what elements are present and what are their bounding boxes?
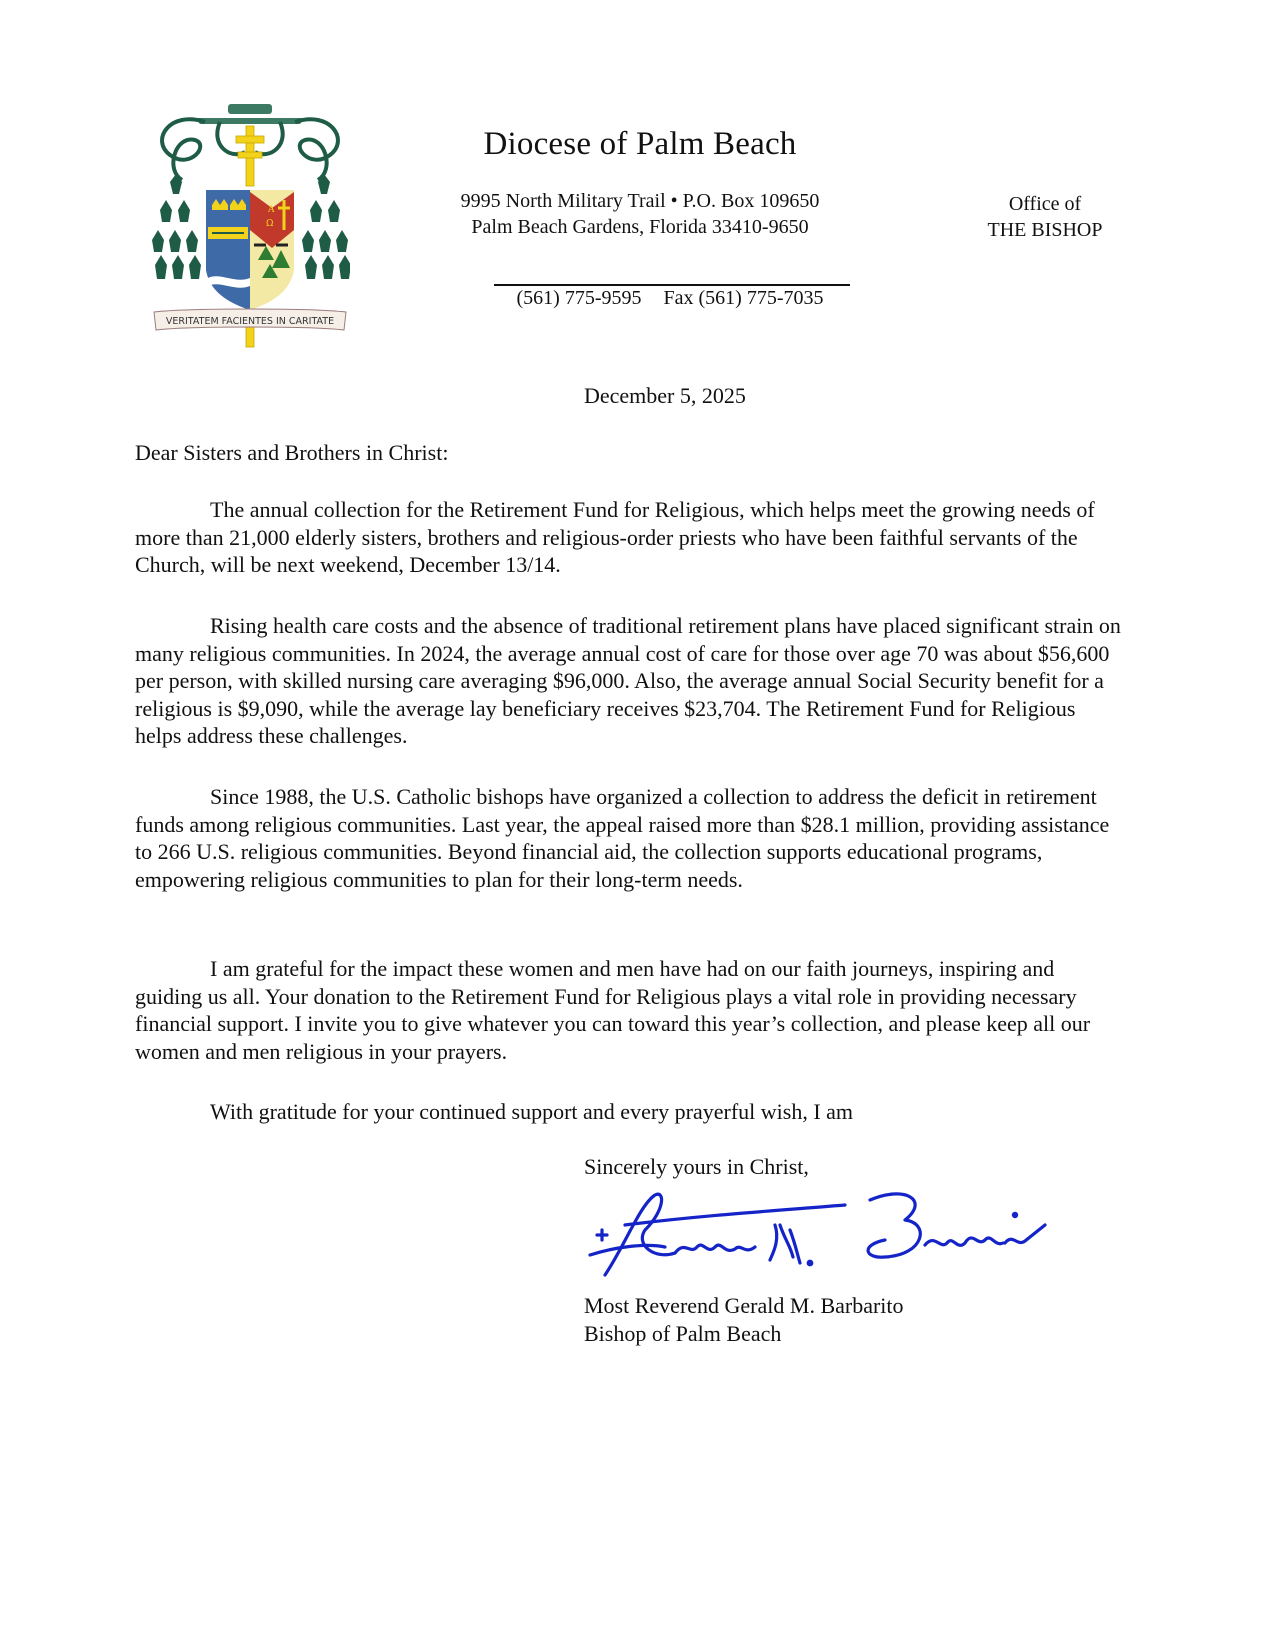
- salutation: Dear Sisters and Brothers in Christ:: [135, 440, 449, 465]
- office-block: [960, 191, 1130, 243]
- shield: [206, 190, 294, 310]
- office-line-1: Office of: [1008, 193, 1082, 215]
- signature-image: [585, 1185, 1075, 1280]
- paragraph-1: The annual collection for the Retirement Fund for Religious, which helps meet the growing needs of more than 21,000 elderly sisters, brothers and religious-order priests who have been faithful servants of the Church, will be next weekend, December 13/14.: [135, 497, 1095, 577]
- closing: Sincerely yours in Christ,: [584, 1154, 809, 1179]
- crest-omega: Ω: [266, 219, 274, 229]
- crest-alpha: A: [268, 205, 275, 215]
- address-line-1: 9995 North Military Trail • P.O. Box 109650: [460, 190, 820, 212]
- tassels-right: [302, 174, 350, 279]
- address-line-2: Palm Beach Gardens, Florida 33410-9650: [471, 216, 809, 238]
- paragraph-4: I am grateful for the impact these women and men have had on our faith journeys, inspiring and guiding us all. Your donation to the Retirement Fund for Religious plays a vital role in providing necessary financial support. I invite you to give whatever you can toward this year’s collection, and please keep all our women and men religious in your prayers.: [135, 956, 1091, 1064]
- phone-number: (561) 775-9595: [516, 287, 642, 309]
- signer-block: [584, 1292, 904, 1348]
- signer-title: Bishop of Palm Beach: [584, 1321, 782, 1346]
- galero-crown: [228, 104, 272, 114]
- header-divider: [494, 284, 850, 286]
- paragraph-3: Since 1988, the U.S. Catholic bishops have organized a collection to address the deficit in retirement funds among religious communities. Last year, the appeal raised more than $28.1 million, providing assistance to 266 U.S. religious communities. Beyond financial aid, the collection supports educational programs, empowering religious communities to plan for their long-term needs.: [135, 784, 1110, 892]
- address-block: [420, 188, 860, 240]
- organization-name: Diocese of Palm Beach: [483, 126, 797, 162]
- tassels-left: [152, 174, 201, 279]
- galero-brim: [195, 118, 305, 124]
- paragraph-5: With gratitude for your continued support and every prayerful wish, I am: [210, 1099, 854, 1124]
- fax-number: Fax (561) 775-7035: [663, 287, 824, 309]
- office-line-2: THE BISHOP: [987, 219, 1103, 241]
- letter-date: December 5, 2025: [584, 383, 746, 408]
- crest-motto: VERITATEM FACIENTES IN CARITATE: [165, 316, 335, 327]
- coat-of-arms-logo: [150, 100, 350, 350]
- contact-numbers: [460, 287, 880, 310]
- paragraph-2: Rising health care costs and the absence of traditional retirement plans have placed significant strain on many religious communities. In 2024, the average annual cost of care for those over age 70 was about $56,600 per person, with skilled nursing care averaging $96,000. Also, the average annual Social Security benefit for a religious is $9,090, while the average lay beneficiary receives $23,704. The Retirement Fund for Religious helps address these challenges.: [135, 613, 1121, 748]
- signer-name: Most Reverend Gerald M. Barbarito: [584, 1293, 904, 1318]
